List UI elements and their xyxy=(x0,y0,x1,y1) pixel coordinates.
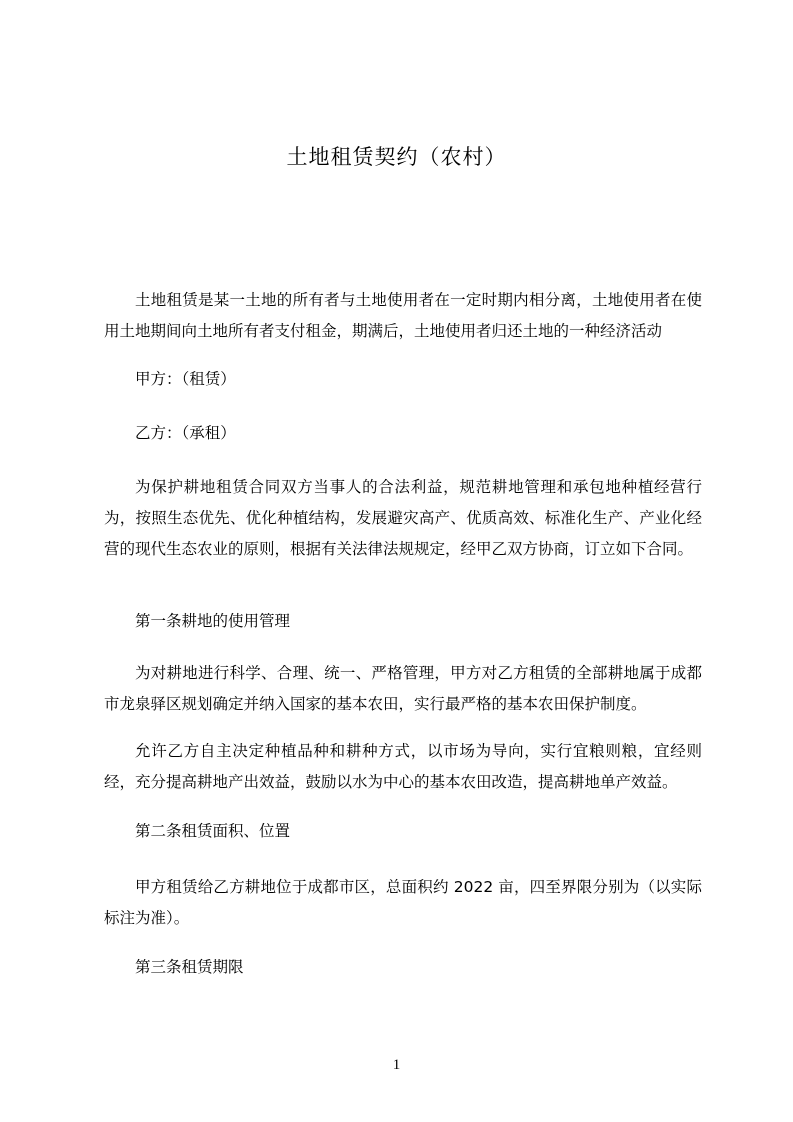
article-1-heading xyxy=(104,606,702,637)
article-3-heading xyxy=(104,952,702,983)
article-2-heading xyxy=(104,816,702,847)
section-heading: 第二条租赁面积、位置 xyxy=(135,822,291,840)
page-number: 1 xyxy=(392,1057,401,1073)
party-b-label: 乙方：（承租） xyxy=(135,424,236,442)
paragraph-text: 允许乙方自主决定种植品种和耕种方式，以市场为导向，实行宜粮则粮，宜经则经，充分提高耕地产出效益，鼓励以水为中心的基本农田改造，提高耕地单产效益。 xyxy=(104,742,702,791)
paragraph-purpose xyxy=(104,472,702,565)
section-heading: 第三条租赁期限 xyxy=(135,958,244,976)
party-b-line xyxy=(104,418,702,449)
party-a-label: 甲方：（租赁） xyxy=(135,370,236,388)
section-heading: 第一条耕地的使用管理 xyxy=(135,612,291,630)
paragraph-text: 为对耕地进行科学、合理、统一、严格管理，甲方对乙方租赁的全部耕地属于成都市龙泉驿区规划确定并纳入国家的基本农田，实行最严格的基本农田保护制度。 xyxy=(104,664,702,713)
article-2-paragraph xyxy=(104,872,702,934)
paragraph-text: 土地租赁是某一土地的所有者与土地使用者在一定时期内相分离，土地使用者在使用土地期间向土地所有者支付租金，期满后，土地使用者归还土地的一种经济活动 xyxy=(104,291,702,340)
article-1-paragraph-2 xyxy=(104,736,702,798)
document-title: 土地租赁契约（农村） xyxy=(286,145,507,169)
paragraph-text: 甲方租赁给乙方耕地位于成都市区，总面积约 2022 亩，四至界限分别为（以实际标注为准）。 xyxy=(104,878,702,927)
paragraph-intro xyxy=(104,285,702,347)
party-a-line xyxy=(104,364,702,395)
article-1-paragraph-1 xyxy=(104,658,702,720)
paragraph-text: 为保护耕地租赁合同双方当事人的合法利益，规范耕地管理和承包地种植经营行为，按照生态优先、优化种植结构，发展避灾高产、优质高效、标准化生产、产业化经营的现代生态农业的原则，根据有关法律法规规定，经甲乙双方协商，订立如下合同。 xyxy=(104,478,702,558)
